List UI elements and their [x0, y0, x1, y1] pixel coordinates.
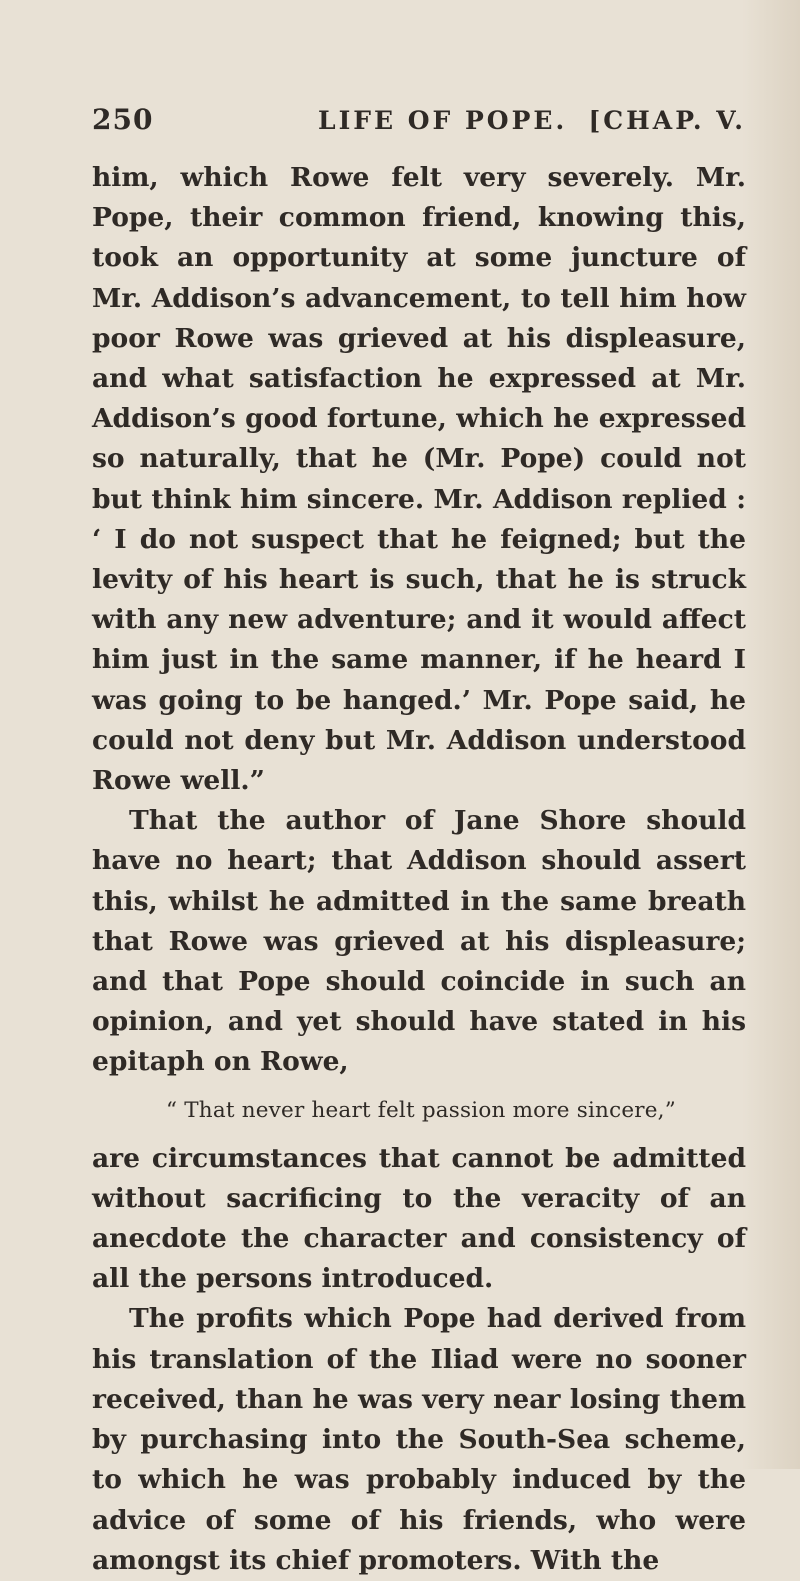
chapter-label: [CHAP. V. [588, 106, 746, 135]
paragraph-4: The profits which Pope had derived from his translation of the Iliad were no sooner received, than he was very near losing them by purchasing into the South-Sea scheme, to which he was probably induced by the advice of some of his friends, who were amongst its chief promoters. With the [92, 1303, 746, 1576]
paragraph-1: him, which Rowe felt very severely. Mr. Pope, their common friend, knowing this, took an opportunity at some juncture of Mr. Addison’s advancement, to tell him how poor Rowe was grieved at his displeasure, and what satisfaction he expressed at Mr. Addison’s good fortune, which he expressed so naturally, that he (Mr. Pope) could not but think him sincere. Mr. Addison replied : ‘ I do not suspect that he feigned; but the levity of his heart is such, that he is struck with any new adventure; and it would affect him just in the same manner, if he heard I was going to be hanged.’ Mr. Pope said, he could not deny but Mr. Addison understood Rowe well.” [92, 162, 746, 797]
running-title: LIFE OF POPE. [318, 106, 568, 135]
paragraph-2: That the author of Jane Shore should have no heart; that Addison should assert this, whilst he admitted in the same breath that Rowe was grieved at his displeasure; and that Pope should coincide in such an opinion, and yet should have stated in his epitaph on Rowe, [92, 805, 746, 1078]
paragraph-3: are circumstances that cannot be admitted without sacrificing to the veracity of an anecdote the character and consistency of all the persons introduced. [92, 1142, 746, 1295]
page-edge-shadow [742, 0, 800, 1469]
quotation: “ That never heart felt passion more sincere,” [166, 1097, 676, 1123]
page-number: 250 [92, 103, 154, 136]
page-header [92, 103, 746, 149]
body-text [92, 158, 746, 1581]
